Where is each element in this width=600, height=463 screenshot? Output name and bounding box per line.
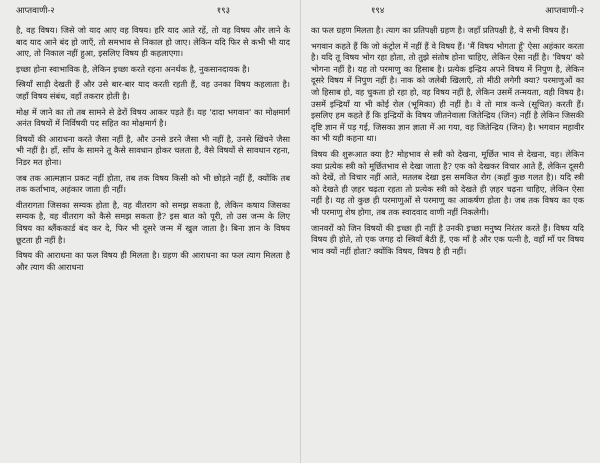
left-paragraph: विषय की आराधना का फल विषय ही मिलता है। ग्रहण की आराधना का फल त्याग मिलता है और त्याग की आराधना — [16, 250, 290, 272]
left-paragraph: इच्छा होना स्वाभाविक है, लेकिन इच्छा करते रहना अनर्थक है, नुकसानदायक है। — [16, 63, 250, 74]
right-paragraph: जानवरों को जिन विषयों की इच्छा ही नहीं है उनकी इच्छा मनुष्य निरंतर करते हैं। विषय यदि विषय ही होते, तो एक जगह दो स्त्रियाँ बैठी हैं, एक माँ है और एक पत्नी है, वहाँ माँ पर विषय भाव क्यों नहीं होता? क्योंकि विषय, विषय है ही नहीं। — [311, 222, 584, 256]
left-paragraph: विषयों की आराधना करते जैसा नहीं है, और उनसे डरने जैसा भी नहीं है, उनसे खिंचने जैसा भी नहीं है। हाँ, साँप के सामने तू कैसे सावधान होकर चलता है, वैसे विषयों से सावधान रहना, निडर मत होना। — [16, 133, 290, 167]
left-paragraph: जब तक आत्मज्ञान प्रकट नहीं होता, तब तक विषय किसी को भी छोड़ते नहीं हैं, क्योंकि तब तक कर्ताभाव, अहंकार जाता ही नहीं। — [16, 172, 290, 195]
left-header-title: आप्तवाणी-२ — [16, 6, 55, 16]
right-paragraph: का फल ग्रहण मिलता है। त्याग का प्रतिपक्षी ग्रहण है। जहाँ प्रतिपक्षी है, वे सभी विषय हैं। — [311, 25, 569, 35]
left-page-number: १९३ — [216, 6, 230, 16]
right-page-number: १९४ — [371, 6, 385, 16]
left-paragraph: वीतरागता जिसका सम्यक होता है, वह वीतराग को समझ सकता है, लेकिन कषाय जिसका सम्यक है, वह वीतराग को कैसे समझ सकता है? इस बात को पूरी, तो उस जन्म के लिए विषय का ब्लैंककार्ड बंद कर दे, फिर भी दूसरे जन्म में खुल जाता है। बिना ज्ञान के विषय छूटता ही नहीं है। — [16, 199, 290, 245]
right-header-title: आप्तवाणी-२ — [545, 6, 584, 16]
left-paragraph: स्त्रियाँ साड़ी देखती हैं और उसे बार-बार याद करती रहती हैं, वह उनका विषय कहलाता है। जहाँ विषय संबंध, वहाँ तकरार होती है। — [16, 79, 290, 101]
left-paragraph: है, वह विषय। जिसे जो याद आए वह विषय। हरि याद आते रहें, तो वह विषय और लाने के बाद याद आने बंद हो जाएँ, तो समभाव से निकाल हो जाए। लेकिन यदि फिर से कभी भी याद आए, तो निकाल नहीं हुआ, इसलिए विषय ही कहलाएगा। — [16, 25, 290, 59]
left-page-header — [16, 6, 290, 17]
right-paragraph: भगवान कहते हैं कि जो कंट्रोल में नहीं हैं वे विषय हैं। 'मैं विषय भोगता हूँ' ऐसा अहंकार करता है। यदि तू विषय भोग रहा होता, तो तुझे संतोष होना चाहिए, लेकिन ऐसा नहीं है। 'विषय' को भोगना नहीं है। यह तो परमाणु का हिसाब है। प्रत्येक इन्द्रिय अपने विषय में निपुण है, लेकिन दूसरे विषय में निपुण नहीं है। नाक को जलेबी खिलाएँ, तो मीठी लगेगी क्या? परमाणुओं का जो हिसाब हो, वह चुकता हो रहा हो, वह विषय नहीं है, लेकिन उसमें तन्मयता, वही विषय है। उसमें इन्द्रियाँ या भी कोई रोल (भूमिका) ही नहीं है। वे तो मात्र कन्वे (सूचित) करती हैं। इसलिए हम कहते हैं कि इन्द्रियों के विषय जीतनेवाला जितेन्द्रिय (जिन) नहीं है लेकिन जिसकी दृष्टि ज्ञान में पड़ गई, जिसका ज्ञान ज्ञाता में आ गया, वह जितेन्द्रिय (जिन) है। भगवान महावीर का भी यही कहना था। — [311, 40, 584, 144]
right-page — [300, 0, 600, 463]
right-paragraph: विषय की शुरूआत क्या है? मोहभाव से स्त्री को देखना, मूर्छित भाव से देखना, वह। लेकिन क्या प्रत्येक स्त्री को मूर्छितभाव से देखा जाता है? एक को देखकर विचार आते हैं, लेकिन दूसरी को देखें, तो विचार नहीं आते, मतलब देखा इस समकित रोग (कहाँ कुछ गलत है)। यदि स्त्री को देखते ही ज़हर चढ़ता रहता तो प्रत्येक स्त्री को देखते ही ज़हर चढ़ना चाहिए, लेकिन ऐसा नहीं है। यह तो कुछ ही परमाणुओं से परमाणु का आकर्षण होता है। जब तक विषय का एक भी परमाणु शेष होगा, तब तक स्वादवाद वाणी नहीं निकलेगी। — [311, 148, 584, 217]
right-page-header — [311, 6, 584, 17]
left-paragraph: मोक्ष में जाने का तो तब सामने से ढेरों विषय आकर पड़ते हैं। यह 'दादा भगवान' का मोक्षमार्ग अनंत विषयों में निर्विषयी पद सहित का मोक्षमार्ग है। — [16, 106, 290, 129]
